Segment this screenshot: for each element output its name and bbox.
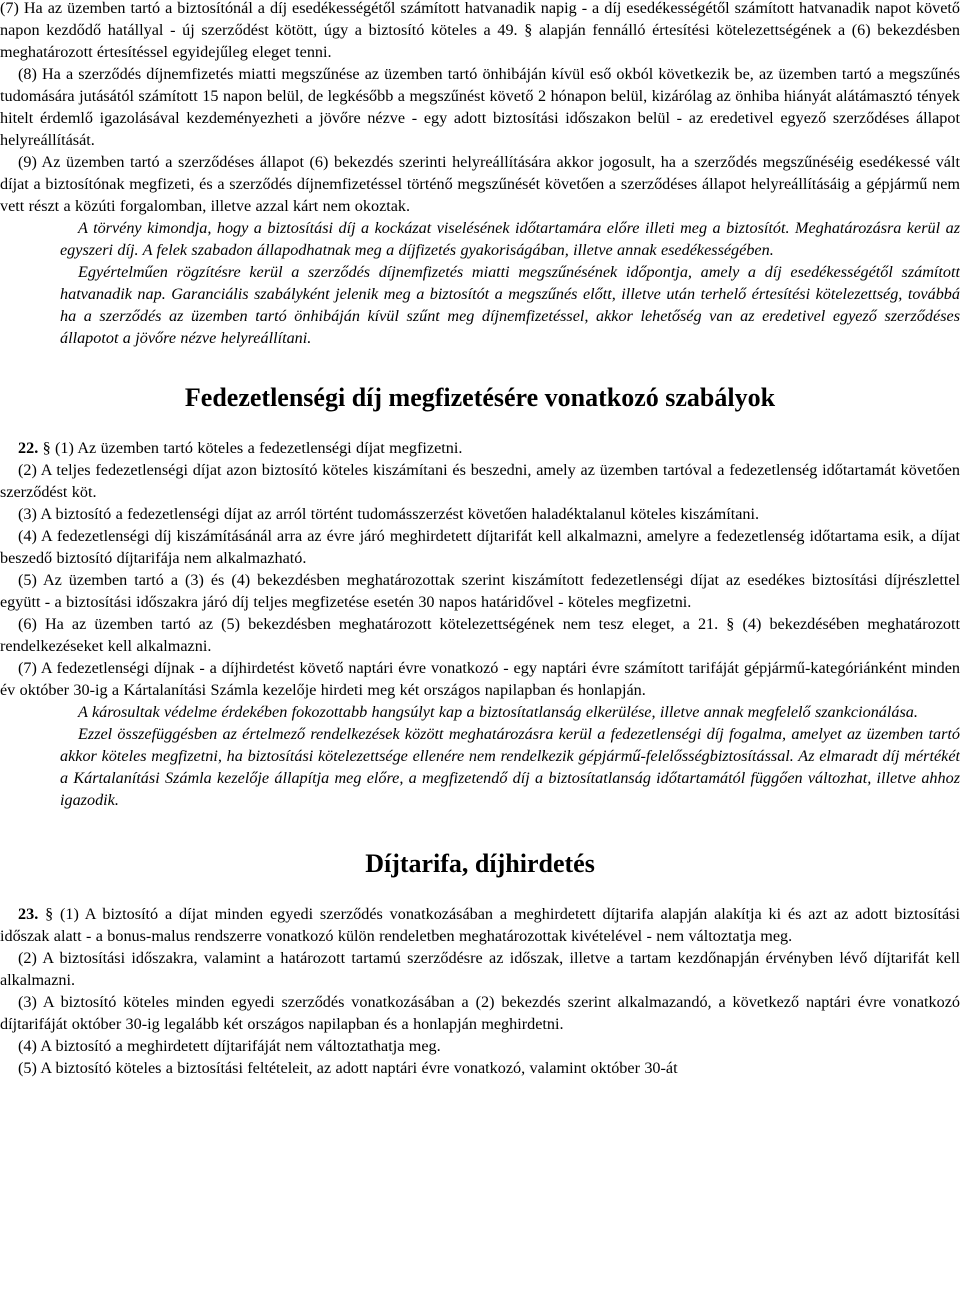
section-heading: Fedezetlenségi díj megfizetésére vonatkozó szabályok [184, 383, 776, 412]
section-22-paragraph: (4) A fedezetlenségi díj kiszámításánál arra az évre járó meghirdetett díjtarifát kell alkalmazni, amelyre a fedezetlenség időtartama esik, a díjat beszedő biztosító díjtarifája nem alkalmazható. [0, 527, 960, 567]
paragraph-7: (7) Ha az üzemben tartó a biztosítónál a díj esedékességétől számított hatvanadik napig - a díj esedékességétől számított hatvanadik napot követő napon kezdődő hatállyal - új szerződést kötött, úgy a biztosító köteles a 49. § alapján fennálló értesítési kötelezettségének a (6) bekezdésben meghatározott értesítéssel egyidejűleg eleget tenni. [0, 0, 960, 61]
section-22-text: § (1) Az üzemben tartó köteles a fedezetlenségi díjat megfizetni. [42, 439, 463, 457]
section-23-paragraph-1 [0, 903, 960, 947]
section-23-paragraph: (5) A biztosító köteles a biztosítási feltételeit, az adott naptári évre vonatkozó, valamint október 30-át [18, 1059, 678, 1077]
section-22-paragraph: (3) A biztosító a fedezetlenségi díjat az arról történt tudomásszerzést követően haladéktalanul köteles kiszámítani. [18, 505, 760, 523]
section-22-paragraph: (5) Az üzemben tartó a (3) és (4) bekezdésben meghatározottak szerint kiszámított fedezetlenségi díjat az esedékes biztosítási díjrészlettel együtt - a biztosítási időszakra járó díj teljes megfizetése esetén 30 napos határidővel - köteles megfizetni. [0, 571, 960, 611]
section-23-text: § (1) A biztosító a díjat minden egyedi szerződés vonatkozásában a meghirdetett díjtarifa alapján alakítja ki és azt az adott biztosítási időszak alatt - a bonus-malus rendszerre vonatkozó külön rendeletben meghatározottak kivételével - nem változtatja meg. [0, 905, 960, 945]
section-heading: Díjtarifa, díjhirdetés [365, 849, 595, 878]
section-number: 23. [18, 905, 39, 923]
section-22-paragraph: (6) Ha az üzemben tartó az (5) bekezdésben meghatározott kötelezettségének nem tesz eleget, a 21. § (4) bekezdésében meghatározott rendelkezéseket kell alkalmazni. [0, 615, 960, 655]
section-23-paragraph: (3) A biztosító köteles minden egyedi szerződés vonatkozásában a (2) bekezdés szerint alkalmazandó, a következő naptári évre vonatkozó díjtarifáját október 30-ig legalább két országos napilapban és a honlapján meghirdetni. [0, 993, 960, 1033]
section-22-paragraph: (2) A teljes fedezetlenségi díjat azon biztosító köteles kiszámítani és beszedni, amely az üzemben tartóval a fedezetlenség időtartamát követően szerződést köt. [0, 461, 960, 501]
section-22-paragraph: (7) A fedezetlenségi díjnak - a díjhirdetést követő naptári évre vonatkozó - egy naptári évre számított tarifáját gépjármű-kategóriánként minden év október 30-ig a Kártalanítási Számla kezelője hirdeti meg két országos napilapban és honlapján. [0, 659, 960, 699]
commentary-paragraph: Egyértelműen rögzítésre kerül a szerződés díjnemfizetés miatti megszűnésének időpontja, amely a díj esedékességétől számított hatvanadik nap. Garanciális szabályként jelenik meg a biztosítót a megszűnés előtt, illetve után terhelő értesítési kötelezettség, továbbá ha a szerződés az üzemben tartó önhibáján kívül szűnt meg díjnemfizetéssel, akkor lehetőség van az eredetivel egyező szerződéses állapotot a jövőre nézve helyreállítani. [60, 263, 960, 347]
commentary-paragraph: A törvény kimondja, hogy a biztosítási díj a kockázat viselésének időtartamára előre illeti meg a biztosítót. Meghatározásra kerül az egyszeri díj. A felek szabadon állapodhatnak meg a díjfizetés gyakoriságában, illetve annak esedékességében. [60, 219, 960, 259]
paragraph-9: (9) Az üzemben tartó a szerződéses állapot (6) bekezdés szerinti helyreállítására akkor jogosult, ha a szerződés megszűnéséig esedékessé vált díjat a biztosítónak megfizeti, és a szerződés díjnemfizetéssel történő megszűnését követően a szerződéses állapot helyreállításáig a gépjármű nem vett részt a közúti forgalomban, illetve azzal kárt nem okoztak. [0, 153, 960, 215]
section-number: 22. [18, 439, 39, 457]
section-22-paragraph-1 [0, 437, 960, 459]
commentary-paragraph: A károsultak védelme érdekében fokozottabb hangsúlyt kap a biztosítatlanság elkerülése, illetve annak megfelelő szankcionálása. [78, 703, 918, 721]
paragraph-8: (8) Ha a szerződés díjnemfizetés miatti megszűnése az üzemben tartó önhibáján kívül eső okból következik be, az üzemben tartó a megszűnés tudomására jutásától számított 15 napon belül, de legkésőbb a megszűnést követő 2 hónapon belül, kizárólag az önhiba hiányát alátámasztó tények hitelt érdemlő igazolásával kezdeményezheti a jövőre nézve - egy adott biztosítási időszakon belül - az eredetivel egyező szerződéses állapot helyreállítását. [0, 65, 960, 149]
section-23-paragraph: (4) A biztosító a meghirdetett díjtarifáját nem változtathatja meg. [18, 1037, 441, 1055]
section-23-paragraph: (2) A biztosítási időszakra, valamint a határozott tartamú szerződésre az időszak, illetve a tartam kezdőnapján érvényben lévő díjtarifát kell alkalmazni. [0, 949, 960, 989]
commentary-paragraph: Ezzel összefüggésben az értelmező rendelkezések között meghatározásra kerül a fedezetlenségi díj fogalma, amelyet az üzemben tartó akkor köteles megfizetni, ha biztosítási kötelezettsége ellenére nem rendelkezik gépjármű-felelősségbiztosítással. Az elmaradt díj mértékét a Kártalanítási Számla kezelője állapítja meg előre, a megfizetendő díj a biztosítatlanság időtartamától függően változhat, illetve ahhoz igazodik. [60, 725, 960, 809]
